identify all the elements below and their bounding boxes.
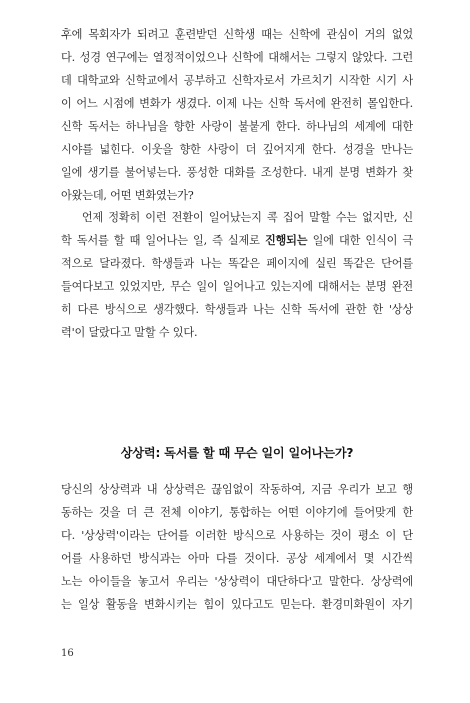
text-line: 노는 아이들을 놓고서 우리는 '상상력이 대단하다'고 말한다. 상상력에 — [61, 575, 413, 588]
text-line: 다. '상상력'이라는 단어를 이러한 방식으로 사용하는 것이 평소 이 단 — [61, 529, 413, 542]
text-segment: 일에 대한 인식이 극 — [307, 234, 413, 247]
text-line: 데 대학교와 신학교에서 공부하고 신학자로서 가르치기 시작한 시기 사 — [61, 74, 413, 87]
text-line: 들여다보고 있었지만, 무슨 일이 일어나고 있는지에 대해서는 분명 완전 — [61, 280, 413, 293]
emphasis-text: 진행되는 — [264, 234, 308, 247]
page-number: 16 — [61, 648, 74, 659]
text-line: 시야를 넓힌다. 이웃을 향한 사랑이 더 깊어지게 한다. 성경을 만나는 — [61, 143, 413, 156]
text-segment: 학 독서를 할 때 일어나는 일, 즉 실제로 — [61, 234, 265, 247]
text-line: 후에 목회자가 되려고 훈련받던 신학생 때는 신학에 관심이 거의 없었 — [61, 28, 413, 41]
text-line-with-emphasis — [61, 230, 413, 252]
text-line: 다. 성경 연구에는 열정적이었으나 신학에 대해서는 그렇지 않았다. 그런 — [61, 51, 413, 64]
text-line: 적으로 달라졌다. 학생들과 나는 똑같은 페이지에 실린 똑같은 단어를 — [61, 257, 413, 270]
section-heading: 상상력: 독서를 할 때 무슨 일이 일어나는가? — [120, 446, 354, 460]
text-line: 신학 독서는 하나님을 향한 사랑이 불붙게 한다. 하나님의 세계에 대한 — [61, 120, 413, 133]
text-line: 일에 생기를 불어넣는다. 풍성한 대화를 조성한다. 내게 분명 변화가 찾 — [61, 166, 413, 179]
text-line: 는 일상 활동을 변화시키는 힘이 있다고도 믿는다. 환경미화원이 자기 — [61, 598, 413, 611]
text-line: 어를 사용하던 방식과는 아마 다를 것이다. 공상 세계에서 몇 시간씩 — [61, 552, 413, 565]
text-line: 언제 정확히 이런 전환이 일어났는지 콕 집어 말할 수는 없지만, 신 — [61, 211, 413, 224]
text-line: 동하는 것을 더 큰 전체 이야기, 통합하는 어떤 이야기에 들어맞게 한 — [61, 506, 413, 519]
text-line: 당신의 상상력과 내 상상력은 끊임없이 작동하여, 지금 우리가 보고 행 — [61, 483, 413, 496]
text-line: 력'이 달랐다고 말할 수 있다. — [61, 326, 198, 339]
text-line: 이 어느 시점에 변화가 생겼다. 이제 나는 신학 독서에 완전히 몰입한다. — [61, 97, 413, 110]
text-line: 아왔는데, 어떤 변화였는가? — [61, 189, 194, 202]
text-line: 히 다른 방식으로 생각했다. 학생들과 나는 신학 독서에 관한 한 '상상 — [61, 303, 413, 316]
